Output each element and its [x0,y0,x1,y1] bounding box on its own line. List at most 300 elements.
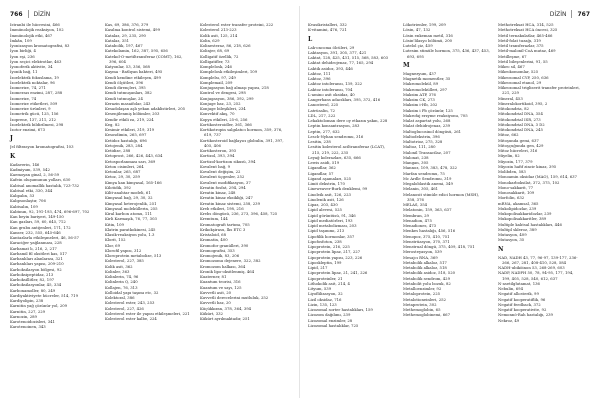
index-entry: Linolenik asit, 126 [308,196,344,202]
index-entry: Mukopolisakkaritler, 389 [498,216,547,222]
index-column [308,22,398,328]
index-entry: Klorofil yapısı, 312 [105,247,142,253]
index-section-letter: M [403,61,410,69]
index-entry: Metil ternakulatlar, 465-466 [498,32,553,38]
index-entry: Latrüsalin, 72 [308,107,335,113]
index-entry: Ligandlar, 57 [308,170,334,176]
index-entry: Karboksillitler, 82, 197 [10,277,55,282]
index-column [403,22,493,328]
left-page-header [10,9,50,19]
index-entry: Kromografisi, 353 [200,247,235,253]
index-entry: İzomerize ürünleri, 9 [10,106,51,111]
index-entry: İzomerazı enzimi, 287, 288 [10,90,63,96]
index-entry: Morfolin, 632 [498,195,525,201]
index-entry: mRNA, akamsal, 365 [498,200,539,206]
index-entry: Kasılma kontrol sistemi, 499 [105,27,160,33]
index-entry: Lizozomal enzimler, 28 [308,317,353,323]
index-entry: Kovalent üçgenler, 252 [200,174,245,180]
index-entry: Mitoz hücreleri, 316 [498,148,538,153]
index-entry: Ligand aşamaları, 525 [308,175,352,181]
index-entry: Magnetik momentler, 35 [403,76,451,81]
running-title: DİZİN [33,10,51,18]
index-entry: Negatif allosterik, 99 [498,291,539,297]
index-entry: Mangan, 305 [403,160,429,165]
index-entry: Kortikotropin salgılatıcı hormon, 359, 376, [200,127,283,132]
index-entry: Karnitin, 227, 229 [10,308,46,314]
index-entry: Kendi tutmuşunları, 382 [105,90,152,96]
index-entry: Karotenoidozisleri, 341 [10,319,55,324]
index-entry: Laktoz intoleransı, 704 [308,86,353,92]
index-entry: Katabolik, 197, 467 [105,43,143,48]
index-entry: Kristaloid, 68 [200,232,226,237]
index-entry: Kreatin kinaz eksikliği, 247 [200,195,253,201]
index-entry: Kronik lipo-oksitlenmiş, 464 [200,268,255,274]
index-entry: Mitokondrial ISR, 273 [498,116,541,122]
index-entry: Mono-sakkarit, 77 [498,184,534,190]
index-entry-continuation: 405, 406 [204,142,221,148]
index-entry: Kükürt ayrılmaktadır, 251 [200,316,250,321]
index-column [200,22,290,330]
index-entry: Mikrozomal trigliserit transfer proteinleri, [498,85,580,90]
index-entry: Kirli Karmaşık, 76, 77, 303 [105,216,157,222]
index-entry: Metil-folat tuzağı, 319 [498,37,541,43]
index-entry: Lipoproteinler, 21 [308,275,343,281]
index-column [10,22,100,330]
index-entry: Linoleik asit, 126, 223 [308,191,351,197]
index-entry: Lesch-Nyhan sendromu, 316 [308,133,364,139]
index-entry: Konvektif akış, 70 [200,111,235,117]
index-entry: Kalıtsalın, 109 [10,203,38,209]
index-entry: Negatif feedback, 372 [498,301,541,307]
index-entry: Lizozomal hastalıklar, 725 [308,322,359,328]
index-entry: İzomerize, 74 [10,95,37,101]
index-entry: Kalıtsal etki, 330, 344 [10,187,53,193]
index-entry: Mitokondria, 82 [498,106,529,111]
index-entry: Lökotrienler, 199, 209 [403,22,446,27]
index-entry: Karboksilasyon bölgesi, 92 [10,266,62,272]
index-entry: Kalıtsal anomallik hastalık, 723-732 [10,182,80,188]
index-entry: Klor, 69 [105,242,120,248]
running-title: DİZİN [549,10,567,18]
index-entry: İyon eşi, 236 [10,53,35,59]
index-entry: Ketosporlanması sarı, 369 [105,158,156,164]
index-entry: Lipoprotein, 216, 225 [308,244,350,249]
index-entry: Lewis asidi, 519 [308,160,340,165]
index-entry: Lithokolik asit, 214, 4 [308,280,350,286]
index-entry: Karbonamoller, 80, 249 [10,287,56,293]
index-entry: Kremtum, 144 [200,216,228,222]
index-entry: Kuvvetli baz, 20 [200,300,231,306]
index-entry: Mitokondrial DNA, 3 D2 [498,121,545,127]
index-entry: Multipl skleroz, 389 [498,226,537,232]
index-entry: Kafein oluşumunun yolları, 630 [10,177,71,183]
index-entry: Komplelsı, 97, 249 [200,74,236,80]
index-entry: İzoelektrik bildirilmesi, 298 [10,121,64,127]
index-entry: Karbamil fil oksitleri kas, 517 [10,250,67,256]
index-entry: Lösin, 47, 132 [403,27,431,33]
index-entry: Metabolik alkaloz, 517 [403,259,447,265]
index-entry: İyonizasyon kromatografisi, 83 [10,43,70,48]
index-columns [308,22,588,328]
index-entry: NADP, NADPH 50, 78, 94-95, 177, 194, [498,270,574,276]
index-entry: Krikokşirasu, lks ETC 3 [200,226,246,232]
index-entry: Kayma - Batlıyan bakteri, 495 [105,69,163,75]
index-entry: Karnozin, 289 [10,313,37,319]
index-entry: Lekaktoloman dere oy etkazın yakın, 228 [308,118,388,123]
index-entry: Metil transferazlar, 375 [498,43,544,48]
index-entry: Liyoflilizasyon, 32 [308,291,343,297]
index-entry: Maltoz, 111, 280 [403,144,436,150]
index-entry-continuation: 221, 229 [502,90,519,96]
index-entry: Kolesterol, 227, 385 [105,258,144,264]
index-entry: Kimya kan kimyasal, 165-166 [105,179,162,185]
index-entry: Monosakkarit, 109 [498,190,535,195]
index-entry: Melanosit stimüle edici hormon (MSH), [403,191,480,197]
index-entry: Menopoz, 375, 410, 751 [403,233,450,239]
index-entry: Mikrokomomlar, 525 [498,69,539,75]
index-entry: Malonat, 238 [403,154,429,160]
index-entry: Laktoz, 111 [308,70,331,76]
index-entry: Kimyasal heterojenlik, 251 [105,200,157,206]
index-entry: Kadmiyum, 539, 542 [10,166,50,172]
index-entry: İzoprene, 137, 211, 212 [10,116,56,122]
index-entry: Kadaverin, 146 [10,161,40,167]
index-entry: Lösin'lilasyo bölümü, 200 [403,37,453,43]
index-entry: İmmünolojik etki, 467 [10,32,53,38]
index-entry: Mitoşunda gemi, 637 [498,137,539,143]
index-entry: Mitokondrial DNA, 245 [498,127,543,132]
index-entry-continuation: 396, 604 [109,58,126,64]
index-entry: Ligandlar, 362 [308,165,336,171]
index-entry: Kolin, 629 [200,37,220,43]
index-entry: NADH-ubiköinon 53, 268-269, 603 [498,265,565,270]
index-entry: Komplelosk, 246 [200,64,232,69]
index-entry: K-vitamini, 476, 721 [308,27,347,33]
index-section-letter: N [498,245,504,253]
index-entry: Kromofor granülleri, 390 [200,242,249,248]
index-entry: İyonik bağ, 11 [10,69,38,75]
header-divider [571,10,572,18]
index-entry: Lipoprotein lipaz, 21, 241, 226 [308,270,368,276]
index-entry: Lipoprotein lipaz, 217, 227 [308,249,361,255]
index-entry: Miyozin hafif zincir kinaz, 395 [498,163,557,169]
index-entry: Kiral karbon atomu, 111 [105,211,153,216]
index-entry: Kollajen, 76, 313 [105,284,138,290]
index-entry: Mitoz, 662 [498,132,519,138]
index-entry: Karbanlıları alanlarası, 321 [10,256,63,261]
index-entry: İmmünolojik reaksiyon, 102 [10,27,64,33]
index-entry: Kromozomu dejenere, 322, 382 [200,258,261,264]
index-entry: Lizozom dağılımı, 239 [308,312,351,318]
index-entry: Molibden, 583 [498,169,526,174]
index-entry: Laktasyon, 391, 305, 377, 421 [308,49,367,55]
index-entry: Karaciğer yağlanması, 228 [10,240,62,246]
index-entry: Kolik asit, 125, 214 [200,32,238,38]
index-entry: Kolloidal yapı taşımı etc, 32 [105,289,159,295]
index-entry: Kolesterol, 227, 426 [105,305,144,311]
index-entry: Lineweaver-Burk denklemi, 99 [308,186,368,192]
index-section-letter: J [10,135,13,143]
index-entry: Kerazin masaifolar, 243 [105,100,151,106]
index-entry: Kreb etkileri, 198, 216 [200,205,244,211]
index-entry: NAD, NADH 43, 77, 96-97, 139-177, 236- [498,254,578,260]
index-entry: Mesajcı RNA, 369 [403,254,438,260]
index-entry: Lipid alevesi, 525 [308,207,342,213]
index-entry: Konjuge baz, 23, 252 [200,100,241,106]
index-entry: Metabolit yolu bozuk, 82 [403,280,451,286]
index-entry: Ketidize, 288 [105,148,131,153]
index-entry: İzoelektrik fokuslama, 19 [10,74,59,80]
index-entry: Metalloenzimler, 92 [403,286,442,291]
index-entry: Megaloblastik anemi, 349 [403,181,453,186]
index-entry: Karboksipeptidaz, 213 [10,271,54,277]
index-entry: Karotenoinen, 343 [10,324,46,330]
index-entry: Karnitin yağ çözünür yol, 209 [10,303,68,309]
index-entry: Kromatografi tartımı, 705 [200,221,250,227]
index-entry: Kilotidik, 392 [105,184,131,190]
index-entry: Kolesterol ester, 243, 253 [105,300,155,306]
index-entry: Ketonlar, 265, 687 [105,169,141,174]
index-entry: LDL, 217, 222 [308,112,336,118]
index-entry: Kortikosteroid bağlayıcı globulin, 391, 397, [200,137,284,143]
index-entry: Ketoz, 29, 30, 259 [105,174,140,180]
index-entry: Nemonnö-Rah hastalığı, 239 [498,312,553,318]
index-entry: Kardiyaktiviyete hücreler, 514, 719 [10,292,79,298]
index-entry: Kuantum teorisi, 316 [200,279,241,285]
index-entry: Kesadolaşan aşlı yekan adaklistirleri, 205 [105,106,186,111]
index-entry: Kan gazları, 59, 60, 645, 712 [10,219,66,225]
index-entry-continuation: 693, 695 [407,53,424,59]
index-entry: Kolesterol ester kalbe, 224 [105,316,157,321]
index-entry: Kovalent modifikasyon, 37 [200,179,251,185]
index-entry: Leptin konsantrasyon, 283 [308,123,360,129]
index-entry: Katalaz, 351 [105,37,130,43]
index-entry: Komplemail, 209 [200,79,233,85]
index-entry: Laktoz, 396 [308,76,331,81]
index-entry: Malonil Transacilaz, 207 [403,149,451,155]
index-entry: Kortizol, 393, 394 [200,153,235,159]
index-entry: Nebulin, 694 [498,286,523,291]
index-entry: İzoelektrik noktalar, 96 [10,79,55,85]
index-entry: Menkes hastalığı, 456, 516 [403,228,456,234]
index-entry: Kas, 69, 386, 376, 379 [105,22,149,27]
index-entry: Kesenjilenmiş bölümler, 203 [105,111,160,117]
index-entry: Maksim i-Hb, 202 [403,102,438,108]
index-entry: Lipaz, 203, 430 [308,202,338,207]
index-entry: Kalıpsonlaştır, 706 [10,198,46,204]
index-entry: Metaloprotein, 225 [403,291,441,297]
index-entry: Klatrin paratkokinesi, 245 [105,226,156,232]
index-entry: Kolesterol ester transfer proteini, 222 [200,22,274,27]
index-entry: Mitoşçuğunda gen, 429 [498,142,544,148]
index-entry: Maltotrioz, 275, 328 [403,139,443,144]
index-entry: Katyonlar, 53, 356, 568 [105,64,150,69]
index-section-letter: L [308,35,313,43]
index-entry: Leyağ kolerazları, 635, 666 [308,154,361,160]
index-entry: İzomerize, 74, 271 [10,85,46,90]
index-entry: Menadiones, 473 [403,223,437,228]
index-entry: Kimyasal moleküllerin, 255 [105,205,158,211]
index-entry: Maksim ATP, 376 [403,91,436,97]
index-entry: Kendir etkili ısı, 219, 224 [105,116,154,122]
index-entry: Kitin, 109 [105,221,124,227]
index-entry: Multiple kalıtsal hastalıkları, 446 [498,221,562,227]
index-entry: Leptin, 277, 632 [308,128,340,134]
index-column [498,22,588,328]
index-entry: Kilit-anahtar modeli, 61 [105,190,151,195]
index-entry: Metabolik asidoz, 518, 520 [403,270,456,276]
index-entry: Methotreksat HCA öncesi, 325 [498,27,558,33]
index-entry: Kesimir etkileri, 319, 319 [105,127,155,132]
index-entry: Miyozin, 177, 379 [498,158,533,164]
index-entry-continuation: 358, 376 [407,196,424,202]
index-entry: Lipid mediatörleri, 193 [308,217,353,223]
index-entry: Makrofaj erzyme reaksiyonu, 705 [403,112,468,118]
index-entry: Kanser, 232, 555, 645-646 [10,229,61,235]
index-entry: Konjugasyon, 386, 392, 299 [200,95,254,101]
index-entry: Melatonin, 159, 363, 637 [403,207,452,213]
index-entry: Kolligatifler, 73 [200,58,230,64]
index-entry: Kromojenik, 83, 206 [200,253,240,258]
index-entry: Miyelin, 82 [498,153,520,159]
index-entry: Maksim CK, 273 [403,97,435,102]
index-entry: Kuantum ve sayı, 125 [200,284,242,290]
index-entry: Komplelosk etkileşimleri, 109 [200,69,258,75]
index-entry: Lanosterol, 225 [308,102,339,108]
index-entry: Kovalent değişim, 22 [200,169,241,174]
index-entry: Lipoprotein yapısı, 223, 226 [308,254,363,260]
index-entry: Kalıpalın, 53 [10,193,35,198]
index-entry: Negatif kooperatiflik, 96 [498,296,546,302]
index-entry: Magnezyum, 437 [403,70,437,76]
index-entry: Menadion, 475 [403,217,432,223]
index-entry: Mutasyon, 35 [498,237,525,243]
page-number: 767 [577,10,590,18]
index-entry: Kortizol-kortizon sikusü, 394 [200,158,256,164]
index-entry: Lipofilik hormonlar, 357 [308,233,355,239]
index-entry: Makromolekül, 89 [403,81,439,87]
index-entry: Kreatin kinaz sistemi, 258, 239 [200,200,261,206]
index-entry: Lizin, 135, 123 [308,301,337,307]
index-entry: Lityum, 539 [308,286,332,291]
index-entry: Kardiyolipin, 238 [10,298,44,303]
index-entry: Lipid görüntüsü, 91, 346 [308,212,356,218]
index-entry: Methemoglobin, 65 [403,307,441,312]
index-entry: Kolinlerin, 74, 96 [105,274,139,279]
index-entry: Lizozomal sorter hastalıkları, 159 [308,307,373,312]
index-entry: Lutesim stimüle hormon, 375, 436, 437, 453, [403,48,490,54]
index-entry: Kolesterol 213-223 [200,27,237,33]
index-entry-continuation: 199, 405, 528, 540, 612, 637 [502,275,558,281]
index-entry: Laktoz intoleransı, 139, 322 [308,81,363,87]
index-entry: Kuvvetli derecelerini mutluluk, 252 [200,295,269,300]
index-entry: Mitokondrial DNA, 354 [498,111,543,117]
index-entry: L-amino asit oksidaz, 40 [308,91,355,97]
index-entry-continuation: 619, 737 [204,132,221,138]
index-entry: Mikro sil, 467 [498,64,525,69]
right-page [300,0,600,402]
index-entry: Monoamin oksidaz (MAO), 159, 614, 637 [498,174,577,180]
index-entry: Lipid, 217 [308,265,328,270]
index-entry: Metabolik alkaloz, 518 [403,265,447,270]
index-entry: Maltoglucosinol döngüsü, 261 [403,128,462,134]
index-entry: Mukolipidozlar, 239 [498,205,537,211]
index-entry: Klorit, 152 [105,237,126,243]
index-entry: Kopya etkileri, 25-6, 256 [200,116,248,122]
index-entry: Kontrol ve dengesi, 298 [200,90,246,96]
index-entry: İmkân, 109 [10,37,32,43]
index-entry: Monokarboksilat, 372, 375, 102 [498,179,560,185]
index-entry: Lipid metabolizması, 203 [308,223,357,228]
index-entry: Mukopolisakkaridozlar, 239 [498,211,552,216]
index-entry: Kolinjer, 68, 69 [200,48,230,54]
index-entry: İzometrik gücü, 125, 156 [10,111,59,117]
index-entry: Kendi tutmuşlar, 24 [105,95,143,101]
index-entry: İyon birliği, 4 [10,48,36,54]
index-columns [10,22,290,330]
index-entry: Istranbi ile hücresini, 466 [10,22,60,27]
index-entry: Kuvvetli asit, 20 [200,289,232,295]
index-entry: Kovalent bağ, 9 [200,163,231,169]
index-entry: Kendi dirençleri, 395 [105,85,146,90]
index-entry: Malat aspartat yolu, 268 [403,118,451,123]
index-column [105,22,195,330]
index-entry: İyon seçici elektrotlar, 463 [10,58,62,64]
index-entry: Lösin enkeman metil, 316 [403,32,453,38]
index-entry: Maksim i Pb çözünür, 125 [403,107,453,113]
index-entry: Menstrüasyon, 370, 371 [403,238,450,244]
index-entry: Kortikosteroidler, 361, 366 [200,121,252,127]
index-entry: Metalotioneinleri, 252 [403,296,446,302]
index-entry: Laktat dehidrojenaz, 77, 165, 294 [308,60,374,66]
index-entry: Langerhans adacıkları, 395, 372, 416 [308,97,381,102]
index-entry: Kolligatif özellik, 72 [200,53,239,59]
index-entry: Lesitin, 238 [308,139,331,144]
index-entry: Metabolik sendrom, 429 [403,275,451,281]
index-entry: Katekol-O-metiltransferaz (COMT), 162, [105,53,183,59]
index-entry: Klasik-reaksiyon yolu, 1.3 [105,232,155,237]
index-entry: Liposkleptin, 199 [308,259,342,265]
index-entry: Malat dehidrojenaz, 239 [403,123,451,129]
index-entry: Metilleşme, 67 [498,53,527,59]
index-entry: Kvasikristalleri, 332 [308,22,347,27]
index-entry: Keton cisimleri, 264 [105,163,144,169]
index-entry: MELAS, 354 [403,202,428,207]
index-entry: Kimyasal bağ, 29, 30, 32 [105,195,153,201]
index-entry: Kreatin kinaz, 248 [200,190,236,195]
index-entry: Katekolamin, 162, 387, 595, 656 [105,48,168,54]
index-entry: Makromolekülleri, 297 [403,86,448,92]
index-entry: Konjugasyon bağ almaşı yapısı, 218 [200,85,269,90]
index-entry: Ketoprost, 266, 426, 443, 634 [105,153,163,159]
index-entry: Kan beyin bariyeri, 149-150 [10,214,64,219]
index-entry: Mannoz, 109, 383, 478, 322 [403,165,457,171]
index-entry: İzomerize etiketleri, 509 [10,100,58,106]
index-entry: Konjuge bileşikleri, 234 [200,106,246,111]
index-entry: İyonoferik aktivite, 34 [10,64,53,69]
index-entry: Menstrual döngü, 375, 409, 418, 751 [403,244,475,249]
right-page-header [550,9,590,19]
index-entry: Limit dekstrin, 170 [308,181,345,186]
index-entry: Kan grubu antijenleri, 171, 172 [10,224,71,230]
index-entry: Mikrosomal etanol, 29 [498,79,542,85]
index-entry: Lipid taşınımı, 213 [308,228,345,234]
index-entry: Kendi kendine etkileşen, 499 [105,74,161,80]
index-entry: Kolinler, 363 [105,268,130,274]
index-entry: İzotor enzimi, 673 [10,127,46,132]
index-entry: Kortikosteron, 393 [200,148,237,153]
index-entry: Kolinlerin Q, 240 [105,279,138,285]
